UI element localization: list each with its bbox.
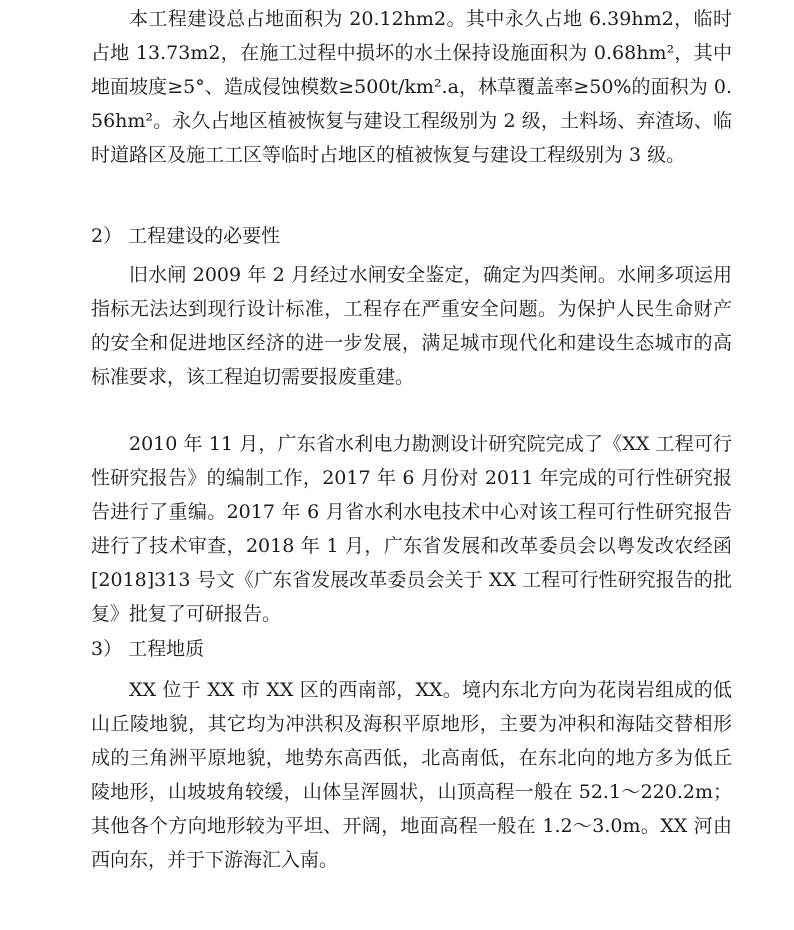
paragraph-land-occupation: 本工程建设总占地面积为 20.12hm2。其中永久占地 6.39hm2，临时占地 13.73m2，在施工过程中损坏的水土保持设施面积为 0.68hm²，其中地面坡度≥5°、造成侵蚀模数≥500t/km².a，林草覆盖率≥50%的面积为 0.56hm²。永久占地区植被恢复与建设工程级别为 2 级，土料场、弃渣场、临时道路区及施工工区等临时占地区的植被恢复与建设工程级别为 3 级。 — [91, 8, 732, 166]
paragraph-sluice-safety: 旧水闸 2009 年 2 月经过水闸安全鉴定，确定为四类闸。水闸多项运用指标无法达到现行设计标准，工程存在严重安全问题。为保护人民生命财产的安全和促进地区经济的进一步发展，满足城市现代化和建设生态城市的高标准要求，该工程迫切需要报废重建。 — [91, 264, 732, 388]
section-heading-necessity: 2） 工程建设的必要性 — [91, 225, 281, 247]
paragraph-geology: XX 位于 XX 市 XX 区的西南部，XX。境内东北方向为花岗岩组成的低山丘陵地貌，其它均为冲洪积及海积平原地形，主要为冲积和海陆交替相形成的三角洲平原地貌，地势东高西低，北高南低，在东北向的地方多为低丘陵地形，山坡坡角较缓，山体呈浑圆状，山顶高程一般在 52.1～220.2m；其他各个方向地形较为平坦、开阔，地面高程一般在 1.2～3.0m。XX 河由西向东，并于下游海汇入南。 — [91, 679, 732, 871]
section-heading-geology: 3） 工程地质 — [91, 638, 205, 660]
paragraph-feasibility-report: 2010 年 11 月，广东省水利电力勘测设计研究院完成了《XX 工程可行性研究报告》的编制工作，2017 年 6 月份对 2011 年完成的可行性研究报告进行了重编。2017 年 6 月省水利水电技术中心对该工程可行性研究报告进行了技术审查，2018 年 1 月，广东省发展和改革委员会以粤发改农经函[2018]313 号文《广东省发展改革委员会关于 XX 工程可行性研究报告的批复》批复了可研报告。 — [91, 433, 732, 625]
